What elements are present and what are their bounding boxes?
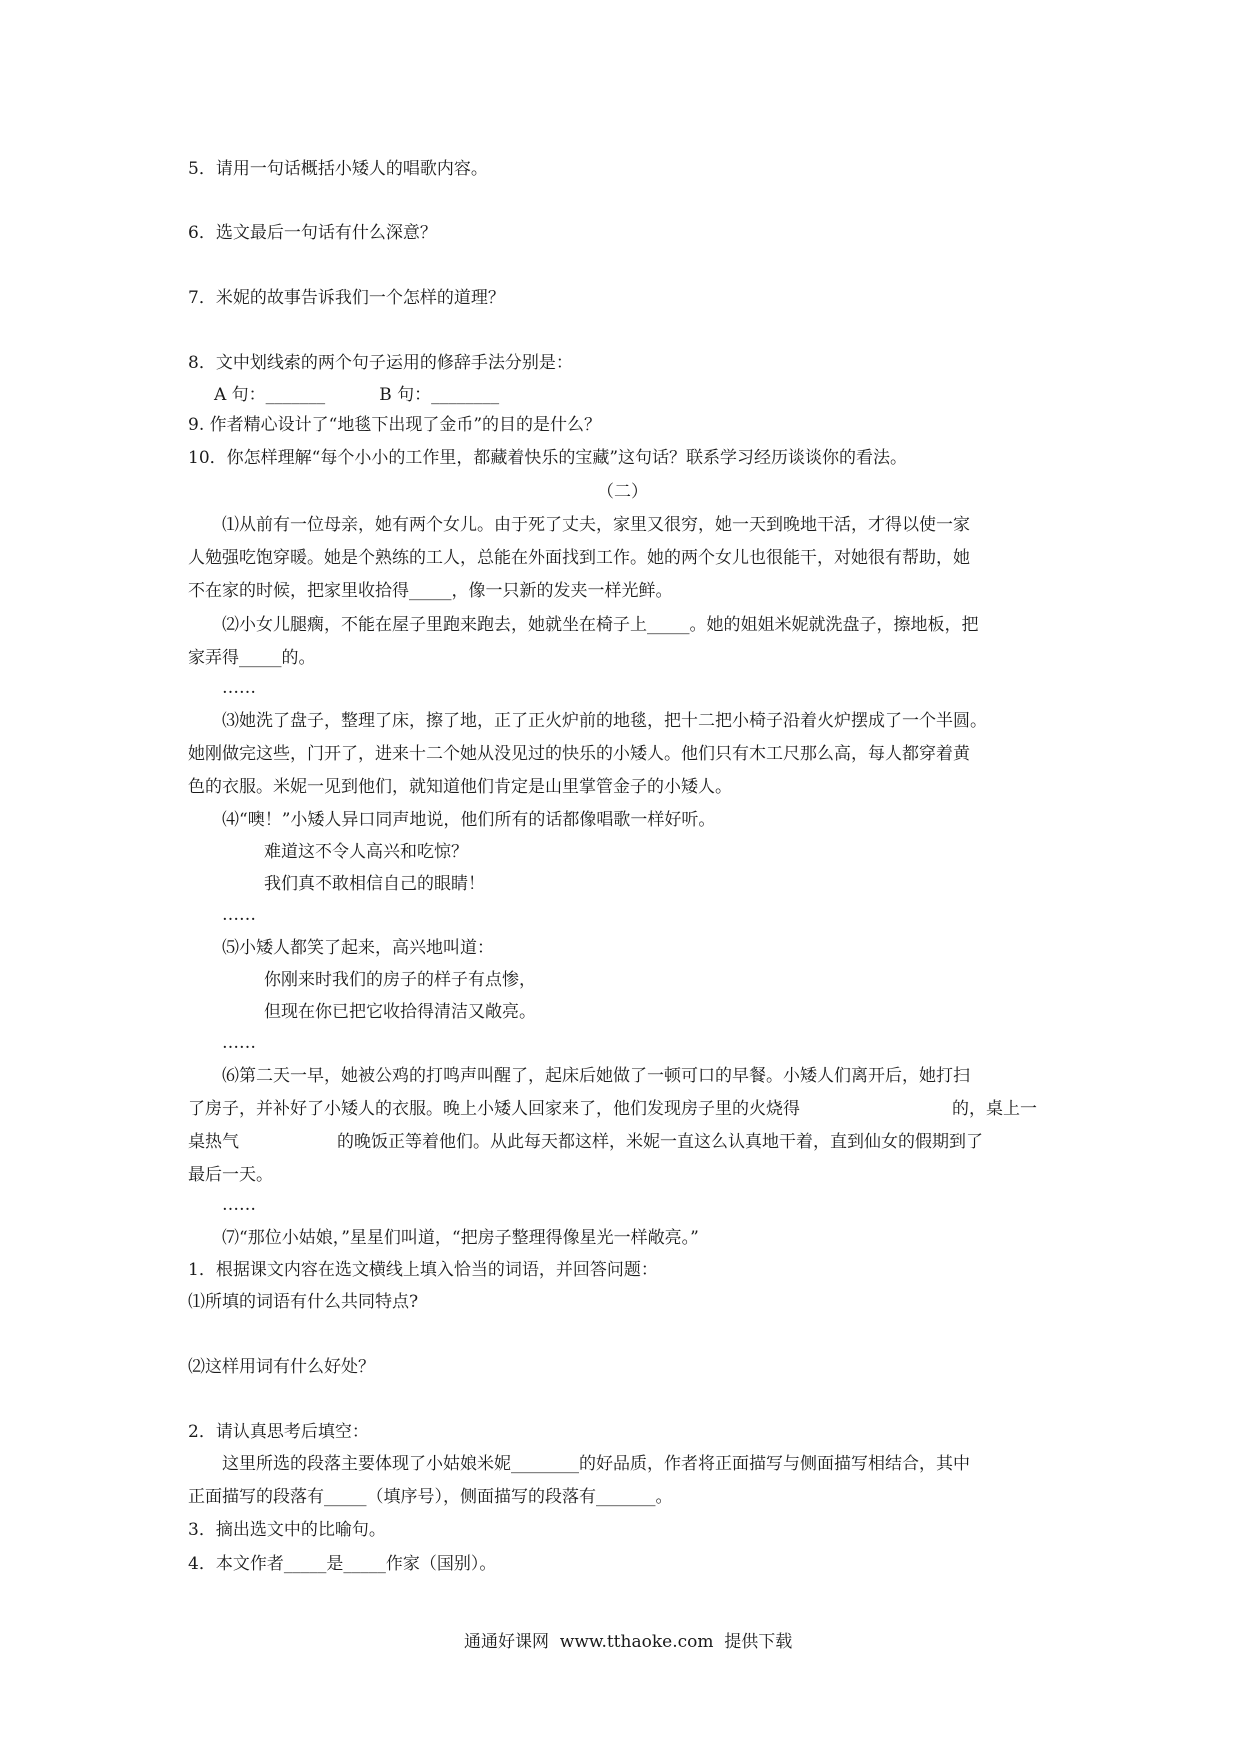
passage-p6-line1: ⑹第二天一早，她被公鸡的打鸣声叫醒了，起床后她做了一顿可口的早餐。小矮人们离开后，她打扫 bbox=[222, 1066, 970, 1086]
question-b1: 1．根据课文内容在选文横线上填入恰当的词语，并回答问题： bbox=[188, 1260, 658, 1280]
song1-line1: 难道这不令人高兴和吃惊？ bbox=[264, 842, 468, 862]
passage-p1-line1: ⑴从前有一位母亲，她有两个女儿。由于死了丈夫，家里又很穷，她一天到晚地干活，才得以使一家 bbox=[222, 515, 970, 535]
passage-p6-line4: 最后一天。 bbox=[188, 1165, 273, 1185]
song2-line2: 但现在你已把它收拾得清洁又敞亮。 bbox=[264, 1002, 536, 1022]
song1-line2: 我们真不敢相信自己的眼睛！ bbox=[264, 874, 485, 894]
passage-p6-line3b: 的晚饭正等着他们。从此每天都这样，米妮一直这么认真地干着，直到仙女的假期到了 bbox=[337, 1132, 983, 1152]
passage-p6-line2b: 的，桌上一 bbox=[952, 1099, 1037, 1119]
question-8: 8．文中划线索的两个句子运用的修辞手法分别是： bbox=[188, 353, 573, 373]
question-8-blanks: A 句：_______ B 句：________ bbox=[214, 385, 500, 405]
question-5: 5．请用一句话概括小矮人的唱歌内容。 bbox=[188, 159, 488, 179]
passage-p7: ⑺“那位小姑娘，”星星们叫道，“把房子整理得像星光一样敞亮。” bbox=[222, 1228, 699, 1248]
passage-p5: ⑸小矮人都笑了起来，高兴地叫道： bbox=[222, 938, 494, 958]
passage-p4: ⑷“噢！”小矮人异口同声地说，他们所有的话都像唱歌一样好听。 bbox=[222, 810, 716, 830]
passage-p6-line2a: 了房子，并补好了小矮人的衣服。晚上小矮人回家来了，他们发现房子里的火烧得 bbox=[188, 1099, 800, 1119]
passage-p2-line1: ⑵小女儿腿瘸，不能在屋子里跑来跑去，她就坐在椅子上_____。她的姐姐米妮就洗盘子，擦地板，把 bbox=[222, 615, 979, 635]
passage-ellipsis: …… bbox=[222, 1033, 256, 1053]
question-7: 7．米妮的故事告诉我们一个怎样的道理？ bbox=[188, 288, 505, 308]
passage-ellipsis: …… bbox=[222, 905, 256, 925]
question-b3: 3．摘出选文中的比喻句。 bbox=[188, 1520, 386, 1540]
passage-p6-line3a: 桌热气 bbox=[188, 1132, 239, 1152]
question-10: 10．你怎样理解“每个小小的工作里，都藏着快乐的宝藏”这句话？联系学习经历谈谈你的看法。 bbox=[188, 448, 908, 468]
passage-ellipsis: …… bbox=[222, 678, 256, 698]
question-b4: 4．本文作者_____是_____作家（国别）。 bbox=[188, 1554, 497, 1574]
passage-p2-line2: 家弄得_____的。 bbox=[188, 648, 316, 668]
question-9: 9. 作者精心设计了“地毯下出现了金币”的目的是什么？ bbox=[188, 415, 602, 435]
question-b2: 2．请认真思考后填空： bbox=[188, 1422, 369, 1442]
section-title: （二） bbox=[597, 482, 648, 502]
question-6: 6．选文最后一句话有什么深意？ bbox=[188, 223, 437, 243]
passage-ellipsis: …… bbox=[222, 1195, 256, 1215]
song2-line1: 你刚来时我们的房子的样子有点惨， bbox=[264, 970, 536, 990]
passage-p3-line3: 色的衣服。米妮一见到他们，就知道他们肯定是山里掌管金子的小矮人。 bbox=[188, 777, 732, 797]
question-b1b: ⑵这样用词有什么好处？ bbox=[188, 1357, 375, 1377]
passage-p1-line3: 不在家的时候，把家里收拾得_____，像一只新的发夹一样光鲜。 bbox=[188, 581, 673, 601]
passage-p1-line2: 人勉强吃饱穿暖。她是个熟练的工人，总能在外面找到工作。她的两个女儿也很能干，对她很有帮助，她 bbox=[188, 548, 970, 568]
page-footer: 通通好课网 www.tthaoke.com 提供下载 bbox=[464, 1632, 793, 1652]
question-b2-line1: 这里所选的段落主要体现了小姑娘米妮________的好品质，作者将正面描写与侧面描写相结合，其中 bbox=[222, 1454, 970, 1474]
question-b1a: ⑴所填的词语有什么共同特点? bbox=[188, 1292, 419, 1312]
passage-p3-line2: 她刚做完这些，门开了，进来十二个她从没见过的快乐的小矮人。他们只有木工尺那么高，每人都穿着黄 bbox=[188, 744, 970, 764]
question-b2-line2: 正面描写的段落有_____（填序号），侧面描写的段落有_______。 bbox=[188, 1487, 673, 1507]
passage-p3-line1: ⑶她洗了盘子，整理了床，擦了地，正了正火炉前的地毯，把十二把小椅子沿着火炉摆成了一个半圆。 bbox=[222, 711, 987, 731]
